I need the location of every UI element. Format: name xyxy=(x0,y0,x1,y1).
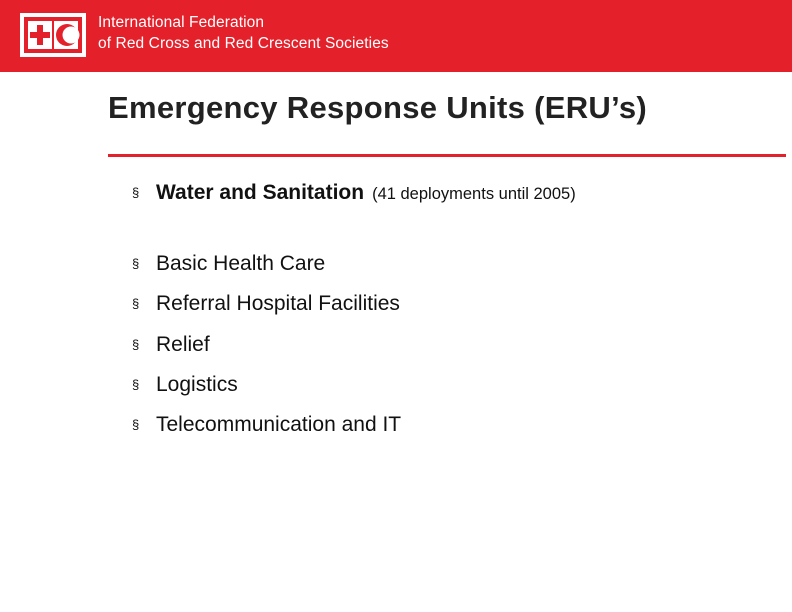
list-item xyxy=(132,292,400,316)
list-item xyxy=(132,252,325,276)
bullet-text-strong: Water and Sanitation xyxy=(156,181,365,204)
organization-name-line1: International Federation xyxy=(98,14,265,31)
list-item xyxy=(132,373,238,397)
list-item xyxy=(132,181,576,205)
bullet-text: Basic Health Care xyxy=(156,252,326,275)
bullet-text: Telecommunication and IT xyxy=(156,413,402,436)
bullet-marker: § xyxy=(132,296,140,311)
title-divider xyxy=(108,154,786,157)
slide-title: Emergency Response Units (ERU’s) xyxy=(108,90,648,125)
bullet-text: Relief xyxy=(156,333,210,356)
red-cross-red-crescent-logo-icon xyxy=(20,13,86,57)
bullet-marker: § xyxy=(132,417,140,432)
header-banner xyxy=(0,0,792,72)
organization-name-line2: of Red Cross and Red Crescent Societies xyxy=(98,35,389,52)
list-item xyxy=(132,333,210,357)
bullet-marker: § xyxy=(132,185,140,200)
organization-name xyxy=(98,12,389,54)
bullet-text: Logistics xyxy=(156,373,238,396)
bullet-marker: § xyxy=(132,337,140,352)
bullet-marker: § xyxy=(132,377,140,392)
bullet-text: Referral Hospital Facilities xyxy=(156,292,400,315)
list-item xyxy=(132,413,401,437)
bullet-marker: § xyxy=(132,256,140,271)
bullet-text-note: (41 deployments until 2005) xyxy=(372,185,576,203)
